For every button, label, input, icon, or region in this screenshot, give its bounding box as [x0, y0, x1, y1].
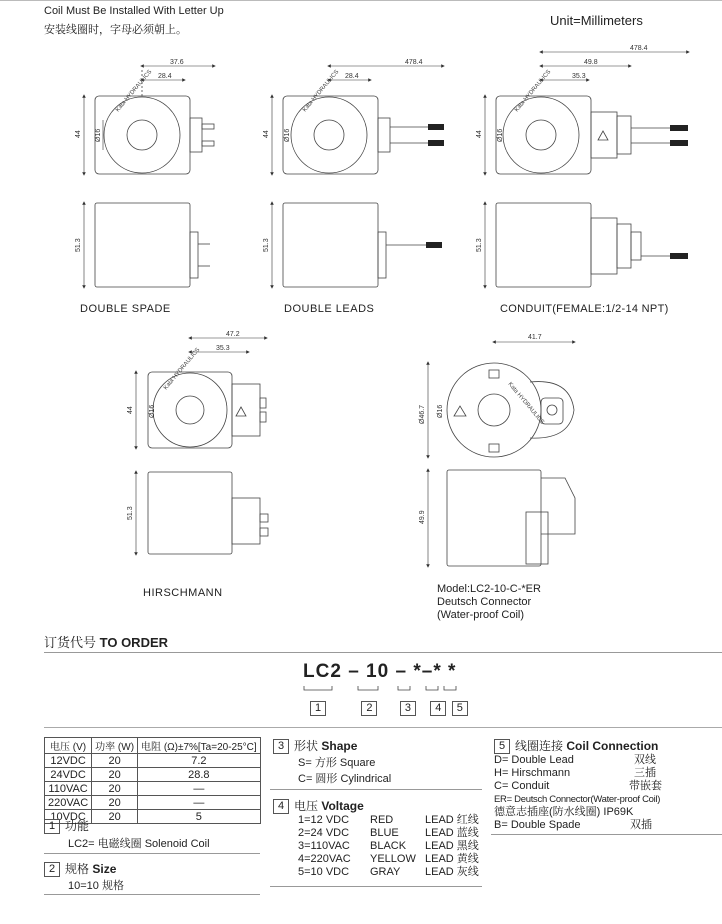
caption-double-leads: DOUBLE LEADS [284, 303, 375, 315]
dl-dim-inner: 28.4 [345, 73, 359, 80]
order-heading-en: TO ORDER [99, 635, 169, 650]
table-cell: 24VDC [45, 768, 92, 782]
caption-hirschmann: HIRSCHMANN [143, 587, 223, 599]
section-number: 3 [273, 739, 289, 754]
lead-label: LEAD 灰线 [425, 866, 479, 878]
section-rule [44, 727, 722, 728]
table-header: 电压 (V) [45, 738, 92, 754]
section-voltage [273, 797, 364, 814]
order-code [303, 661, 456, 683]
list-item [298, 814, 479, 827]
order-heading-cn: 订货代号 [44, 635, 97, 650]
unit-label: Unit=Millimeters [550, 13, 643, 28]
connection-code: C= Conduit [494, 780, 550, 792]
dl-dim-bore: Ø16 [284, 128, 291, 142]
section-number: 1 [44, 819, 60, 834]
connection-code: D= Double Lead [494, 754, 574, 766]
table-cell: 220VAC [45, 796, 92, 810]
function-line: LC2= 电磁线圈 Solenoid Coil [68, 838, 210, 850]
section-title: 线圈连接 [515, 739, 564, 753]
code-part-connection: * [448, 661, 457, 682]
voltage-code: 2=24 VDC [298, 827, 350, 839]
caption-double-spade: DOUBLE SPADE [80, 303, 171, 315]
hm-dim-h: 44 [127, 406, 134, 414]
connection-cn: 双插 [630, 819, 652, 831]
table-cell: 28.8 [138, 768, 261, 782]
list-item [494, 767, 662, 780]
dt-dim-bore: Ø16 [437, 404, 444, 418]
code-part-shape: * [413, 661, 422, 682]
lead-color: BLUE [370, 827, 399, 839]
ds-dim-outer: 37.6 [170, 59, 184, 66]
code-box-5: 5 [452, 701, 468, 716]
ds-dim-bore: Ø16 [95, 128, 102, 142]
table-row [45, 754, 261, 768]
code-box-4: 4 [430, 701, 446, 716]
size-line: 10=10 规格 [68, 880, 124, 892]
voltage-list [298, 814, 479, 879]
hm-dim-height: 51.3 [127, 506, 134, 520]
code-box-row [310, 700, 473, 718]
table-cell: — [138, 796, 261, 810]
caption-deutsch-line-2: Deutsch Connector [437, 596, 532, 608]
lead-label: LEAD 蓝线 [425, 827, 479, 839]
double-leads-side-view [263, 203, 442, 287]
divider [491, 834, 722, 835]
lead-color: BLACK [370, 840, 407, 852]
table-header: 电阻 (Ω)±7%[Ta=20-25°C] [138, 738, 261, 754]
brand-mark: Kata HYDRAULICS [506, 381, 545, 426]
code-dash: – [348, 661, 360, 682]
table-header: 功率 (W) [92, 738, 138, 754]
caption-deutsch-line-1: Model:LC2-10-C-*ER [437, 583, 541, 595]
lead-color: GRAY [370, 866, 401, 878]
caption-conduit: CONDUIT(FEMALE:1/2-14 NPT) [500, 303, 669, 315]
section-shape [273, 737, 357, 754]
code-dash: – [421, 661, 434, 682]
voltage-table [44, 737, 261, 824]
section-title-en: Size [92, 862, 117, 876]
divider [44, 853, 260, 854]
lead-label: LEAD 红线 [425, 814, 479, 826]
voltage-code: 5=10 VDC [298, 866, 350, 878]
table-cell: 20 [92, 810, 138, 824]
double-spade-side-view [75, 203, 210, 287]
dl-dim-height: 51.3 [263, 238, 270, 252]
hm-dim-outer: 47.2 [226, 331, 240, 338]
voltage-code: 1=12 VDC [298, 814, 350, 826]
connection-code: H= Hirschmann [494, 767, 571, 779]
brand-mark: Kata HYDRAULICS [162, 347, 202, 392]
table-cell: 10VDC [45, 810, 92, 824]
table-cell: 20 [92, 782, 138, 796]
code-box-2: 2 [361, 701, 377, 716]
section-number: 2 [44, 862, 60, 877]
order-heading [44, 632, 168, 651]
conduit-top-view [476, 45, 688, 174]
brand-mark: Kata HYDRAULICS [114, 69, 154, 114]
code-part-voltage: * [433, 661, 442, 682]
list-item [298, 866, 479, 879]
section-function [44, 817, 89, 834]
divider [270, 886, 482, 887]
install-note-en: Coil Must Be Installed With Letter Up [44, 5, 224, 17]
connection-cn: 带嵌套 [629, 780, 662, 792]
dt-dim-height: 49.9 [419, 510, 426, 524]
section-title-en: Voltage [321, 799, 364, 813]
deutsch-top-view [419, 334, 574, 457]
table-cell: 12VDC [45, 754, 92, 768]
connection-cn: 双线 [634, 754, 656, 766]
section-title: 规格 [65, 862, 90, 876]
code-brackets [300, 684, 470, 698]
brand-mark: Kata HYDRAULICS [513, 69, 553, 114]
section-coil-connection [494, 737, 658, 754]
section-title: 形状 [294, 739, 319, 753]
cd-dim-height: 51.3 [476, 238, 483, 252]
table-row [45, 768, 261, 782]
table-header-row [45, 738, 261, 754]
list-item [494, 819, 662, 832]
hirschmann-side-view [127, 472, 268, 554]
ds-dim-h: 44 [75, 130, 82, 138]
lead-label: LEAD 黑线 [425, 840, 479, 852]
cd-dim-outer: 478.4 [630, 45, 648, 52]
list-item [298, 840, 479, 853]
code-dash: – [395, 661, 408, 682]
conduit-side-view [476, 203, 688, 287]
voltage-code: 3=110VAC [298, 840, 350, 852]
install-note-cn: 安装线圈时，字母必须朝上。 [44, 24, 187, 36]
connection-code: B= Double Spade [494, 819, 581, 831]
list-item [298, 853, 479, 866]
cd-dim-inner: 35.3 [572, 73, 586, 80]
voltage-code: 4=220VAC [298, 853, 351, 865]
list-item [494, 754, 662, 767]
double-leads-top-view [263, 59, 444, 174]
section-number: 5 [494, 739, 510, 754]
table-cell: 20 [92, 754, 138, 768]
table-row [45, 782, 261, 796]
cd-dim-mid: 49.8 [584, 59, 598, 66]
cd-dim-h: 44 [476, 130, 483, 138]
hm-dim-inner: 35.3 [216, 345, 230, 352]
code-part-size: 10 [366, 661, 390, 682]
table-row [45, 796, 261, 810]
divider [44, 894, 260, 895]
deutsch-side-view [419, 470, 575, 566]
connection-list [494, 754, 662, 832]
code-part-series: LC2 [303, 661, 342, 682]
divider [270, 789, 482, 790]
lead-color: YELLOW [370, 853, 416, 865]
table-cell: 20 [92, 796, 138, 810]
ds-dim-height: 51.3 [75, 238, 82, 252]
shape-square: S= 方形 Square [298, 757, 376, 769]
cd-dim-bore: Ø16 [497, 128, 504, 142]
section-title-en: Shape [321, 739, 358, 753]
dt-dim-dia: Ø46.7 [419, 404, 426, 424]
list-item: ER= Deutsch Connector(Water-proof Coil) [494, 794, 661, 805]
table-cell: 5 [138, 810, 261, 824]
dt-dim-w: 41.7 [528, 334, 542, 341]
table-cell: — [138, 782, 261, 796]
list-item [494, 780, 662, 793]
section-title: 电压 [294, 799, 319, 813]
ds-dim-inner: 28.4 [158, 73, 172, 80]
section-number: 4 [273, 799, 289, 814]
list-item: 德意志插座(防水线圈) IP69K [494, 806, 634, 818]
table-cell: 20 [92, 768, 138, 782]
list-item [298, 827, 479, 840]
caption-deutsch-line-3: (Water-proof Coil) [437, 609, 524, 621]
dl-dim-h: 44 [263, 130, 270, 138]
connection-cn: 三插 [634, 767, 656, 779]
shape-cylindrical: C= 圆形 Cylindrical [298, 773, 392, 785]
section-title: 功能 [65, 819, 90, 833]
lead-color: RED [370, 814, 394, 826]
code-box-1: 1 [310, 701, 326, 716]
code-box-3: 3 [400, 701, 416, 716]
brand-mark: Kata HYDRAULICS [301, 69, 341, 114]
lead-label: LEAD 黄线 [425, 853, 479, 865]
table-cell: 110VAC [45, 782, 92, 796]
table-cell: 7.2 [138, 754, 261, 768]
order-rule [44, 652, 722, 653]
section-title-en: Coil Connection [566, 739, 659, 753]
hm-dim-bore: Ø16 [149, 404, 156, 418]
section-size [44, 860, 116, 877]
dl-dim-outer: 478.4 [405, 59, 423, 66]
